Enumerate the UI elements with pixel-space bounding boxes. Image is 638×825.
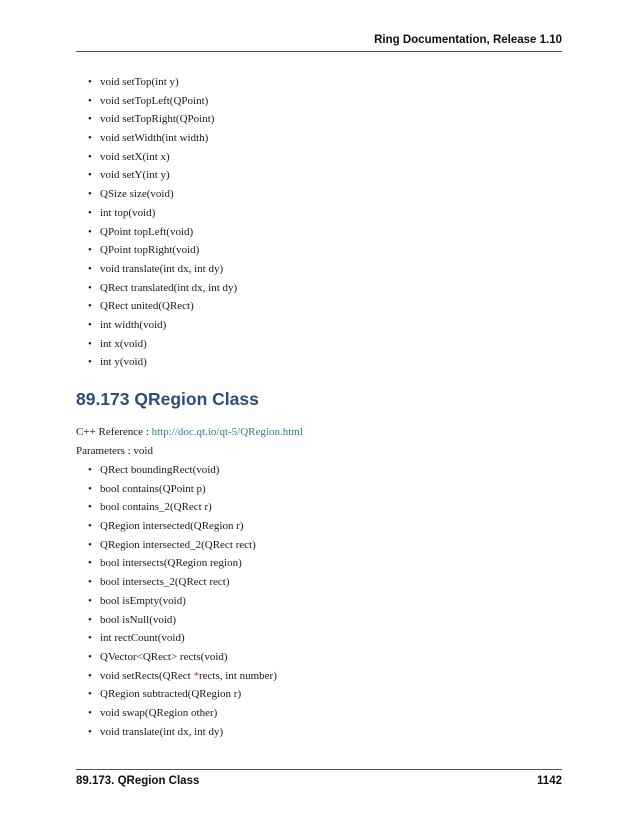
bullet-icon: • bbox=[88, 244, 92, 257]
bullet-icon: • bbox=[88, 594, 92, 607]
bullet-icon: • bbox=[88, 482, 92, 495]
running-header: Ring Documentation, Release 1.10 bbox=[374, 34, 562, 46]
method-signature: QRegion intersected(QRegion r) bbox=[100, 520, 244, 533]
cpp-reference bbox=[76, 426, 303, 438]
list-item bbox=[88, 73, 237, 92]
pointer-asterisk: * bbox=[193, 669, 199, 682]
method-signature: void setY(int y) bbox=[100, 169, 170, 182]
method-signature: bool isNull(void) bbox=[100, 613, 177, 626]
list-item bbox=[88, 723, 277, 742]
bullet-icon: • bbox=[88, 538, 92, 551]
list-item bbox=[88, 297, 237, 316]
list-item bbox=[88, 204, 237, 223]
list-item bbox=[88, 592, 277, 611]
bullet-icon: • bbox=[88, 650, 92, 663]
header-divider bbox=[76, 51, 562, 52]
method-signature: QRegion intersected_2(QRect rect) bbox=[100, 538, 256, 551]
list-item bbox=[88, 480, 277, 499]
method-signature: int y(void) bbox=[100, 356, 147, 369]
method-signature: bool contains_2(QRect r) bbox=[100, 501, 212, 514]
list-item bbox=[88, 353, 237, 372]
list-item bbox=[88, 461, 277, 480]
list-item bbox=[88, 573, 277, 592]
method-signature: bool isEmpty(void) bbox=[100, 594, 186, 607]
list-item bbox=[88, 241, 237, 260]
list-item bbox=[88, 316, 237, 335]
bullet-icon: • bbox=[88, 132, 92, 145]
method-signature: bool intersects_2(QRect rect) bbox=[100, 576, 230, 589]
list-item bbox=[88, 629, 277, 648]
bullet-icon: • bbox=[88, 169, 92, 182]
method-signature: void translate(int dx, int dy) bbox=[100, 725, 224, 738]
bullet-icon: • bbox=[88, 725, 92, 738]
reference-label: C++ Reference : bbox=[76, 426, 152, 438]
bullet-icon: • bbox=[88, 356, 92, 369]
method-list-qrect bbox=[88, 73, 237, 372]
method-signature: QPoint topLeft(void) bbox=[100, 225, 194, 238]
bullet-icon: • bbox=[88, 501, 92, 514]
method-signature: QSize size(void) bbox=[100, 188, 174, 201]
list-item bbox=[88, 335, 237, 354]
bullet-icon: • bbox=[88, 76, 92, 88]
bullet-icon: • bbox=[88, 113, 92, 126]
bullet-icon: • bbox=[88, 669, 92, 682]
list-item bbox=[88, 129, 237, 148]
list-item bbox=[88, 648, 277, 667]
bullet-icon: • bbox=[88, 520, 92, 533]
method-signature: QRect translated(int dx, int dy) bbox=[100, 281, 238, 294]
bullet-icon: • bbox=[88, 576, 92, 589]
bullet-icon: • bbox=[88, 613, 92, 626]
list-item bbox=[88, 166, 237, 185]
list-item bbox=[88, 148, 237, 167]
bullet-icon: • bbox=[88, 706, 92, 719]
bullet-icon: • bbox=[88, 300, 92, 313]
bullet-icon: • bbox=[88, 281, 92, 294]
list-item bbox=[88, 667, 277, 686]
footer-section-title: 89.173. QRegion Class bbox=[76, 775, 200, 787]
list-item bbox=[88, 110, 237, 129]
bullet-icon: • bbox=[88, 632, 92, 645]
method-signature: int rectCount(void) bbox=[100, 632, 185, 645]
bullet-icon: • bbox=[88, 557, 92, 570]
method-signature: bool contains(QPoint p) bbox=[100, 482, 206, 495]
method-list-qregion bbox=[88, 461, 277, 741]
method-signature: void setWidth(int width) bbox=[100, 132, 209, 145]
list-item bbox=[88, 517, 277, 536]
list-item bbox=[88, 554, 277, 573]
bullet-icon: • bbox=[88, 188, 92, 201]
method-signature-setrects: void setRects(QRect *rects, int number) bbox=[100, 669, 277, 682]
method-signature: int width(void) bbox=[100, 318, 167, 331]
list-item bbox=[88, 185, 237, 204]
method-signature: void translate(int dx, int dy) bbox=[100, 262, 224, 275]
bullet-icon: • bbox=[88, 262, 92, 275]
method-signature: QRect united(QRect) bbox=[100, 300, 194, 313]
list-item bbox=[88, 223, 237, 242]
bullet-icon: • bbox=[88, 206, 92, 219]
list-item bbox=[88, 704, 277, 723]
list-item bbox=[88, 611, 277, 630]
list-item bbox=[88, 260, 237, 279]
method-signature: void swap(QRegion other) bbox=[100, 706, 218, 719]
bullet-icon: • bbox=[88, 688, 92, 701]
method-signature: void setX(int x) bbox=[100, 150, 170, 163]
list-item bbox=[88, 92, 237, 111]
reference-link[interactable]: http://doc.qt.io/qt-5/QRegion.html bbox=[151, 426, 303, 438]
list-item bbox=[88, 536, 277, 555]
list-item bbox=[88, 498, 277, 517]
method-signature: void setTop(int y) bbox=[100, 76, 179, 88]
bullet-icon: • bbox=[88, 150, 92, 163]
method-signature: QVector<QRect> rects(void) bbox=[100, 650, 228, 663]
method-signature: bool intersects(QRegion region) bbox=[100, 557, 242, 570]
method-signature: QPoint topRight(void) bbox=[100, 244, 200, 257]
bullet-icon: • bbox=[88, 225, 92, 238]
method-signature: QRegion subtracted(QRegion r) bbox=[100, 688, 242, 701]
method-signature: int x(void) bbox=[100, 337, 147, 350]
bullet-icon: • bbox=[88, 318, 92, 331]
method-signature: QRect boundingRect(void) bbox=[100, 464, 220, 476]
bullet-icon: • bbox=[88, 337, 92, 350]
page-number: 1142 bbox=[537, 775, 562, 787]
method-signature: void setTopRight(QPoint) bbox=[100, 113, 215, 126]
list-item bbox=[88, 279, 237, 298]
bullet-icon: • bbox=[88, 464, 92, 476]
section-heading: 89.173 QRegion Class bbox=[76, 389, 259, 409]
method-signature: void setTopLeft(QPoint) bbox=[100, 94, 209, 107]
bullet-icon: • bbox=[88, 94, 92, 107]
method-signature: int top(void) bbox=[100, 206, 156, 219]
footer-divider bbox=[76, 769, 562, 770]
parameters-line: Parameters : void bbox=[76, 445, 153, 457]
list-item bbox=[88, 685, 277, 704]
